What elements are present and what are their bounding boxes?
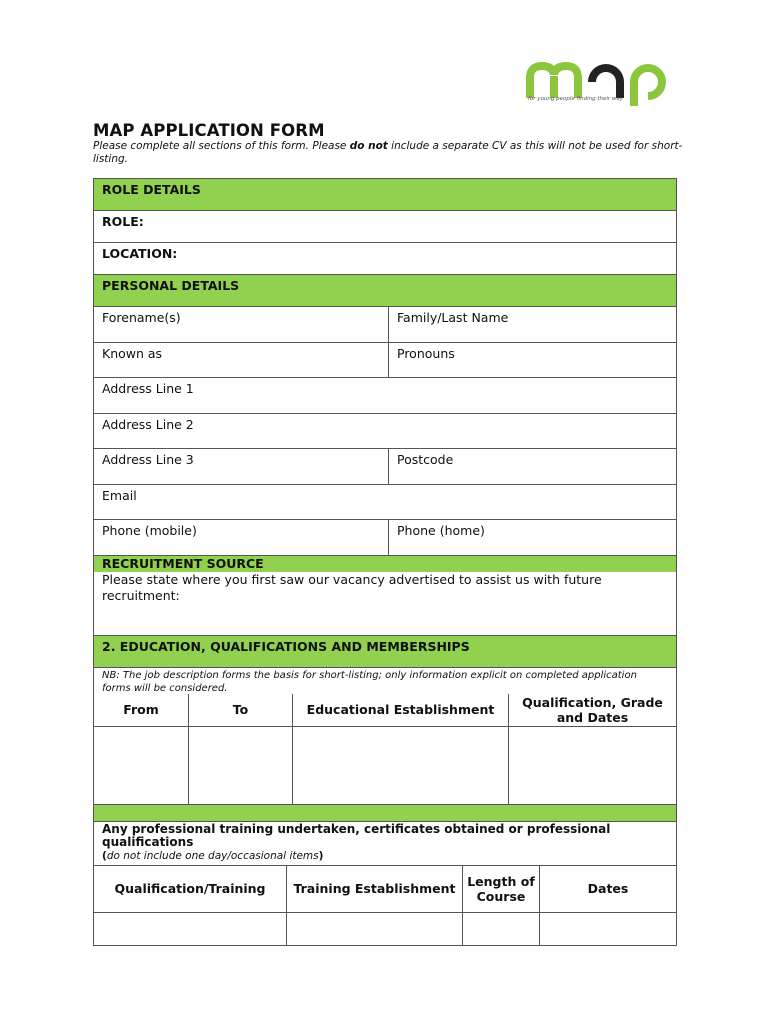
col-from: From xyxy=(123,702,159,717)
training-length-input[interactable] xyxy=(462,913,539,945)
phone-mobile-field[interactable]: Phone (mobile) xyxy=(102,523,197,538)
role-details-header-row xyxy=(94,178,676,210)
recruitment-prompt: Please state where you first saw our vacancy advertised to assist us with future recruitment: xyxy=(102,571,602,603)
col-dates: Dates xyxy=(539,866,676,912)
address-line-3-field[interactable]: Address Line 3 xyxy=(102,452,194,467)
personal-details-header: PERSONAL DETAILS xyxy=(102,278,240,293)
role-row[interactable] xyxy=(94,210,676,242)
email-row xyxy=(94,484,676,520)
col-qualification-training: Qualification/Training xyxy=(114,881,266,896)
training-dates-input[interactable] xyxy=(539,913,676,945)
qualification-input[interactable] xyxy=(508,727,676,804)
education-note-row xyxy=(94,667,676,694)
role-label: ROLE: xyxy=(102,214,144,229)
logo-tagline: for young people finding their way xyxy=(528,96,624,102)
role-details-header: ROLE DETAILS xyxy=(102,182,201,197)
postcode-field[interactable]: Postcode xyxy=(388,449,676,484)
education-header-row xyxy=(94,635,676,667)
pronouns-field[interactable]: Pronouns xyxy=(388,343,676,378)
col-educational-establishment: Educational Establishment xyxy=(292,694,508,726)
application-form xyxy=(93,178,677,946)
education-divider-row xyxy=(94,804,676,821)
form-title: MAP APPLICATION FORM xyxy=(93,121,325,140)
personal-details-header-row xyxy=(94,274,676,306)
address-line-1-field[interactable]: Address Line 1 xyxy=(102,381,194,396)
to-input[interactable] xyxy=(188,727,292,804)
col-length-of-course: Length of Course xyxy=(462,866,539,912)
from-input[interactable] xyxy=(94,727,188,804)
known-as-row xyxy=(94,342,676,378)
training-qualification-input[interactable] xyxy=(94,913,286,945)
location-row[interactable] xyxy=(94,242,676,274)
email-field[interactable]: Email xyxy=(102,487,137,503)
name-row xyxy=(94,306,676,342)
family-name-field[interactable]: Family/Last Name xyxy=(388,307,676,342)
phone-row xyxy=(94,519,676,555)
establishment-input[interactable] xyxy=(292,727,508,804)
col-qualification-grade-dates: Qualification, Grade and Dates xyxy=(508,694,676,726)
training-heading-row xyxy=(94,821,676,865)
phone-home-field[interactable]: Phone (home) xyxy=(388,520,676,555)
recruitment-header-row xyxy=(94,555,676,572)
col-to: To xyxy=(188,694,292,726)
address-line-2-field[interactable]: Address Line 2 xyxy=(102,416,194,432)
education-header: 2. EDUCATION, QUALIFICATIONS AND MEMBERSHIPS xyxy=(102,638,470,654)
training-establishment-input[interactable] xyxy=(286,913,462,945)
address1-row xyxy=(94,377,676,413)
training-entry-row xyxy=(94,912,676,945)
education-entry-row xyxy=(94,726,676,804)
form-intro: Please complete all sections of this form. Please do not include a separate CV as this will not be used for short-listing. xyxy=(93,140,683,165)
col-training-establishment: Training Establishment xyxy=(286,866,462,912)
recruitment-header: RECRUITMENT SOURCE xyxy=(102,555,264,571)
location-label: LOCATION: xyxy=(102,246,178,261)
known-as-field[interactable]: Known as xyxy=(102,345,163,361)
education-note: NB: The job description forms the basis for short-listing; only information explicit on completed application forms will be considered. xyxy=(102,669,637,694)
education-columns-row xyxy=(94,694,676,726)
training-heading: Any professional training undertaken, certificates obtained or professional qualifications (do not include one day/occasional items) xyxy=(102,821,611,862)
recruitment-row[interactable] xyxy=(94,572,676,635)
address3-row xyxy=(94,448,676,484)
address2-row xyxy=(94,413,676,449)
forename-field[interactable]: Forename(s) xyxy=(102,310,181,325)
training-columns-row xyxy=(94,865,676,912)
